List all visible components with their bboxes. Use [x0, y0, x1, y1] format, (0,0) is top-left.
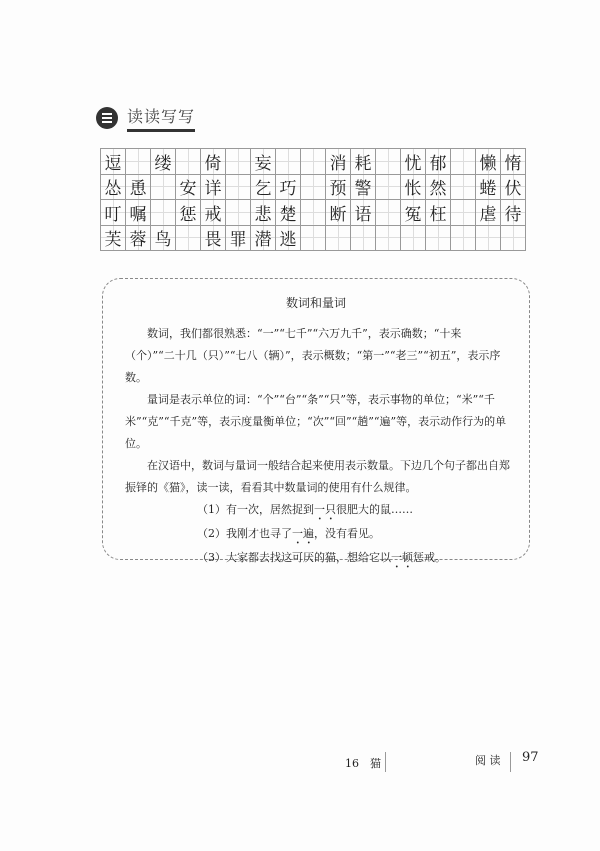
grid-cell: 嘱 [126, 200, 151, 226]
grid-cell [301, 200, 326, 226]
grid-cell: 倚 [201, 149, 226, 175]
grid-cell: 冤 [401, 200, 426, 226]
grid-cell [376, 226, 401, 252]
grid-cell: 蓉 [126, 226, 151, 252]
grid-cell: 潜 [251, 226, 276, 252]
grid-cell: 怅 [401, 175, 426, 201]
grid-cell [501, 226, 526, 252]
grid-cell [476, 226, 501, 252]
grid-cell: 郁 [426, 149, 451, 175]
grid-cell: 懒 [476, 149, 501, 175]
grid-cell [401, 226, 426, 252]
paragraph-measure-words: 量词是表示单位的词：“个”“台”“条”“只”等，表示事物的单位；“米”“千米”“克”“千克”等，表示度量衡单位；“次”“回”“趟”“遍”等，表示动作行为的单位。 [125, 393, 507, 450]
grid-cell [151, 175, 176, 201]
footer-divider [510, 752, 511, 772]
grid-cell [176, 149, 201, 175]
grid-cell: 怂 [101, 175, 126, 201]
grid-cell [151, 200, 176, 226]
example-2: （2）我刚才也寻了一遍，没有看见。 [197, 527, 380, 540]
grid-cell: 警 [351, 175, 376, 201]
grid-cell [376, 149, 401, 175]
grid-cell: 忧 [401, 149, 426, 175]
footer-lesson: 16 猫 [345, 757, 381, 770]
grid-cell: 妄 [251, 149, 276, 175]
grid-cell [126, 149, 151, 175]
grid-cell [226, 175, 251, 201]
grid-cell: 安 [176, 175, 201, 201]
grid-cell [376, 175, 401, 201]
vocabulary-grid [100, 148, 526, 251]
grid-cell: 断 [326, 200, 351, 226]
grid-cell: 语 [351, 200, 376, 226]
grid-cell: 逃 [276, 226, 301, 252]
grid-cell: 然 [426, 175, 451, 201]
grid-cell: 消 [326, 149, 351, 175]
grid-cell: 鸟 [151, 226, 176, 252]
grid-cell: 耗 [351, 149, 376, 175]
grid-cell [376, 200, 401, 226]
grid-cell: 蜷 [476, 175, 501, 201]
grid-cell: 伏 [501, 175, 526, 201]
grid-cell: 巧 [276, 175, 301, 201]
grid-cell: 畏 [201, 226, 226, 252]
section-title: 读读写写 [127, 104, 195, 132]
grid-cell: 缕 [151, 149, 176, 175]
grid-cell: 芙 [101, 226, 126, 252]
example-3: （3）大家都去找这可厌的猫，想给它以一顿惩戒。 [197, 551, 446, 564]
grid-cell [276, 149, 301, 175]
page-number: 97 [522, 750, 539, 765]
grid-cell: 待 [501, 200, 526, 226]
paragraph-numerals: 数词，我们都很熟悉：“一”“七千”“六万九千”，表示确数；“十来（个）”“二十几（只）”“七八（辆）”，表示概数；“第一”“老三”“初五”，表示序数。 [125, 327, 501, 384]
footer-unit: 阅 读 [475, 754, 501, 767]
grid-cell: 悲 [251, 200, 276, 226]
grid-cell [326, 226, 351, 252]
grid-cell [301, 149, 326, 175]
grid-cell: 恿 [126, 175, 151, 201]
grid-cell: 楚 [276, 200, 301, 226]
box-title: 数词和量词 [285, 296, 346, 310]
grid-cell: 虐 [476, 200, 501, 226]
grid-cell [451, 175, 476, 201]
grid-cell: 乞 [251, 175, 276, 201]
grid-cell: 惰 [501, 149, 526, 175]
example-1: （1）有一次，居然捉到一只很肥大的鼠…… [197, 503, 413, 516]
grid-cell: 罪 [226, 226, 251, 252]
grid-cell [451, 200, 476, 226]
grid-cell: 预 [326, 175, 351, 201]
grid-cell [451, 226, 476, 252]
section-header [96, 104, 195, 132]
grid-cell [451, 149, 476, 175]
grid-cell [426, 226, 451, 252]
section-number-icon [96, 107, 118, 129]
grid-cell: 叮 [101, 200, 126, 226]
knowledge-box [102, 278, 530, 564]
grid-cell [226, 149, 251, 175]
grid-cell [301, 226, 326, 252]
paragraph-usage: 在汉语中，数词与量词一般结合起来使用表示数量。下边几个句子都出自郑振铎的《猫》，读一读，看看其中数量词的使用有什么规律。 [125, 459, 510, 494]
grid-cell: 戒 [201, 200, 226, 226]
grid-cell [176, 226, 201, 252]
grid-cell: 枉 [426, 200, 451, 226]
footer-divider [385, 752, 386, 772]
grid-cell [226, 200, 251, 226]
grid-cell [301, 175, 326, 201]
grid-cell [351, 226, 376, 252]
grid-cell: 惩 [176, 200, 201, 226]
grid-cell: 详 [201, 175, 226, 201]
grid-cell: 逗 [101, 149, 126, 175]
